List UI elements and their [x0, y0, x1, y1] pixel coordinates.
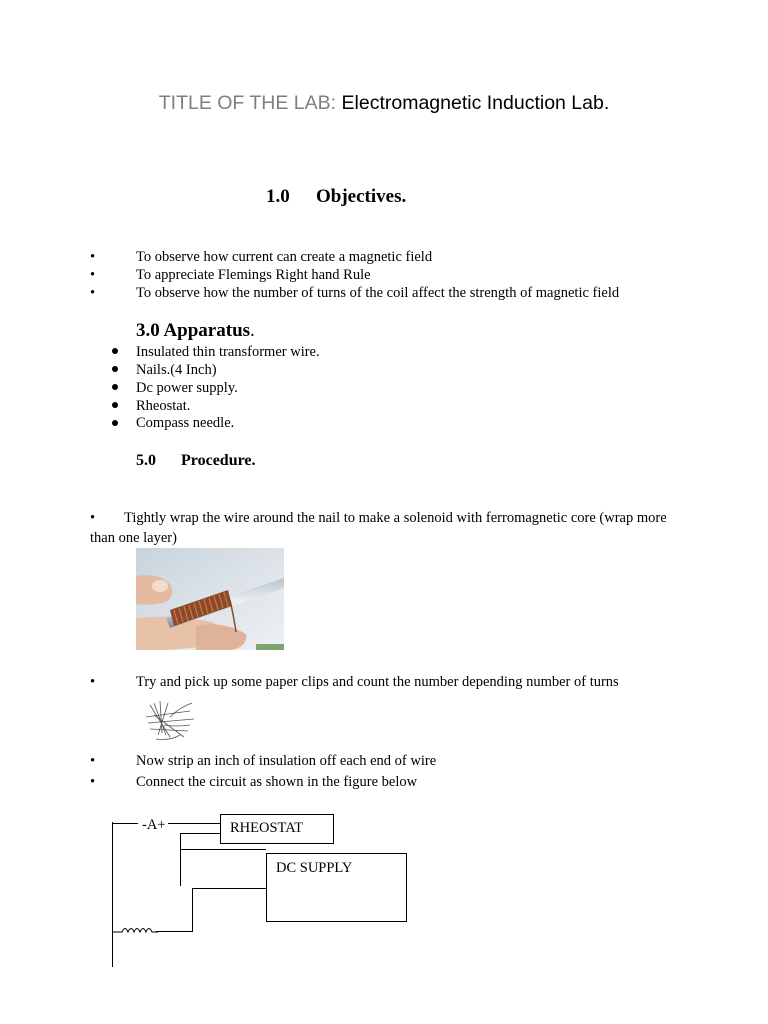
step-text: Tightly wrap the wire around the nail to make a solenoid with ferromagnetic core (wrap more than one layer): [90, 510, 667, 546]
solenoid-photo: [136, 548, 284, 650]
bullet-disc: [112, 348, 118, 354]
apparatus-item: Rheostat.: [136, 398, 191, 414]
objectives-number: 1.0: [266, 186, 290, 207]
rheostat-box: [220, 814, 334, 844]
objective-bullet: •: [90, 267, 96, 283]
bullet-disc: [112, 402, 118, 408]
lab-title: [0, 92, 768, 115]
objective-item: To observe how current can create a magnetic field: [136, 249, 433, 265]
rheostat-label: RHEOSTAT: [230, 820, 303, 836]
objective-bullet: •: [90, 249, 96, 265]
circuit-wire: [180, 833, 220, 834]
circuit-wire: [112, 823, 138, 824]
step-bullet: •: [90, 774, 96, 790]
title-value: Electromagnetic Induction Lab.: [341, 92, 610, 114]
objectives-heading-text: Objectives.: [316, 186, 407, 207]
dc-supply-box: [266, 853, 407, 922]
procedure-step: [90, 508, 690, 548]
circuit-wire: [181, 849, 266, 850]
objectives-heading: [266, 186, 406, 208]
circuit-wire: [112, 822, 113, 967]
procedure-heading-text: Procedure.: [181, 452, 256, 469]
dc-supply-label: DC SUPPLY: [276, 860, 353, 876]
apparatus-heading: [136, 320, 255, 342]
ammeter-label: -A+: [142, 817, 166, 833]
procedure-number: 5.0: [136, 452, 156, 469]
apparatus-item: Dc power supply.: [136, 380, 238, 396]
step-bullet: •: [90, 510, 96, 526]
circuit-wire: [192, 888, 193, 931]
bullet-disc: [112, 366, 118, 372]
apparatus-item: Nails.(4 Inch): [136, 362, 217, 378]
bullet-disc: [112, 420, 118, 426]
procedure-step: Now strip an inch of insulation off each end of wire: [136, 753, 437, 769]
paper-clips-image: [140, 697, 204, 745]
objective-item: To observe how the number of turns of the coil affect the strength of magnetic field: [136, 285, 620, 301]
objective-bullet: •: [90, 285, 96, 301]
circuit-diagram: [0, 800, 768, 1024]
title-label: TITLE OF THE LAB:: [158, 92, 337, 114]
apparatus-item: Insulated thin transformer wire.: [136, 344, 320, 360]
apparatus-heading-text: 3.0 Apparatus: [136, 320, 251, 341]
coil-icon: [112, 922, 158, 936]
procedure-step: Connect the circuit as shown in the figure below: [136, 774, 418, 790]
apparatus-heading-dot: .: [250, 320, 255, 341]
procedure-heading: [136, 452, 256, 470]
procedure-step: Try and pick up some paper clips and count the number depending number of turns: [136, 674, 619, 690]
apparatus-item: Compass needle.: [136, 415, 235, 431]
circuit-wire: [168, 823, 221, 824]
step-bullet: •: [90, 753, 96, 769]
step-bullet: •: [90, 674, 96, 690]
circuit-wire: [156, 931, 193, 932]
bullet-disc: [112, 384, 118, 390]
objective-item: To appreciate Flemings Right hand Rule: [136, 267, 371, 283]
circuit-wire: [192, 888, 266, 889]
circuit-wire: [180, 833, 181, 886]
